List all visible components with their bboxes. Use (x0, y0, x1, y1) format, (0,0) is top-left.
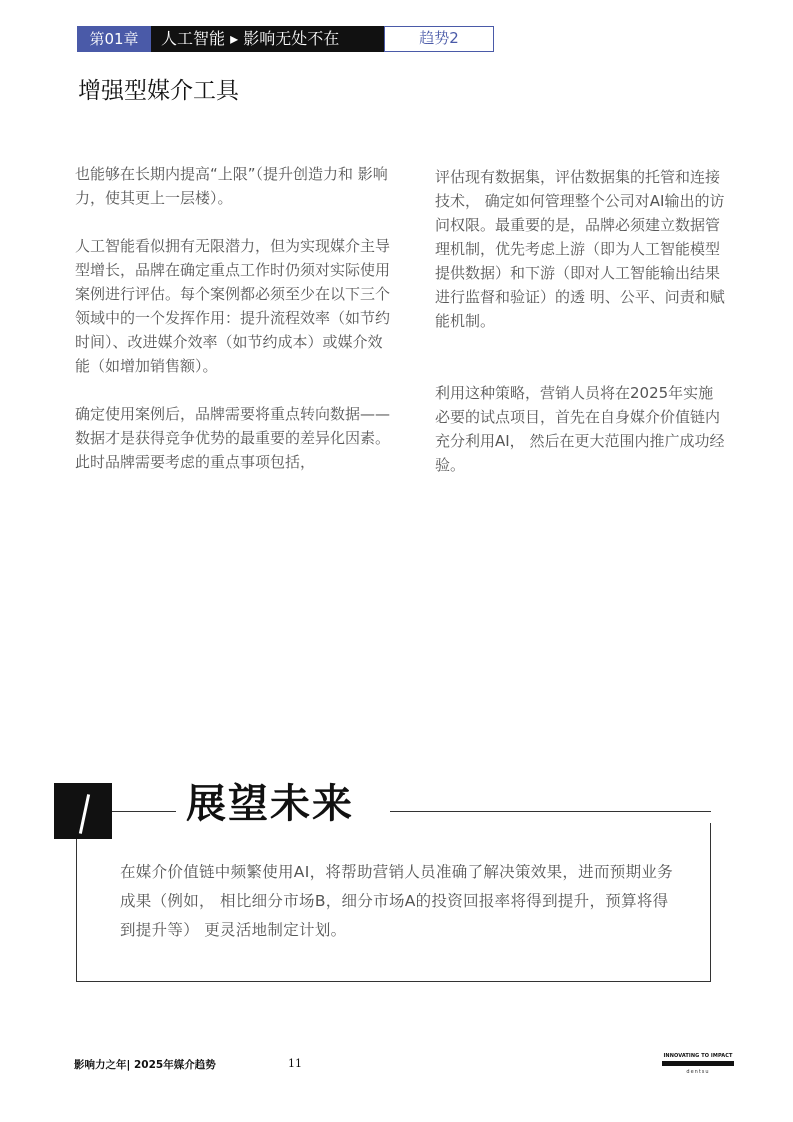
page-number: 11 (288, 1057, 302, 1070)
paragraph: 评估现有数据集，评估数据集的托管和连接技术， 确定如何管理整个公司对AI输出的访问权限。最重要的是，品牌必须建立数据管理机制，优先考虑上游（即为人工智能模型提供数据）和下游（即对人工智能输出结果进行监督和验证）的透 明、公平、问责和赋能机制。 (435, 168, 725, 330)
slash-icon (54, 783, 112, 839)
left-column (75, 162, 397, 474)
chapter-tag: 第01章 (77, 26, 151, 52)
page-title: 增强型媒介工具 (78, 78, 239, 104)
paragraph: 利用这种策略，营销人员将在2025年实施必要的试点项目，首先在自身媒介价值链内充分利用AI， 然后在更大范围内推广成功经验。 (435, 384, 725, 474)
logo-tagline: INNOVATING TO IMPACT (663, 1053, 733, 1059)
slash-stroke (79, 794, 90, 834)
paragraph: 人工智能看似拥有无限潜力，但为实现媒介主导型增长，品牌在确定重点工作时仍须对实际使用 案例进行评估。每个案例都必须至少在以下三个领域中的一个发挥作用：提升流程效率（如节约时间）、改进媒介效率（如节约成本）或媒介效能（如增加销售额）。 (75, 237, 391, 375)
divider-line (112, 811, 176, 812)
divider-line (390, 811, 711, 812)
logo-bar (662, 1061, 734, 1066)
paragraph: 也能够在长期内提高“上限”（提升创造力和 影响力，使其更上一层楼）。 (75, 165, 388, 207)
outlook-title: 展望未来 (186, 781, 354, 827)
outlook-text: 在媒介价值链中频繁使用AI，将帮助营销人员准确了解决策效果，进而预期业务成果（例如， 相比细分市场B，细分市场A的投资回报率将得到提升，预算将得到提升等） 更灵活地制定计划。 (120, 863, 673, 939)
paragraph: 确定使用案例后，品牌需要将重点转向数据——数据才是获得竞争优势的最重要的差异化因素。此时品牌需要考虑的重点事项包括， (75, 405, 391, 471)
logo-brand: dentsu (686, 1069, 710, 1075)
dentsu-logo (662, 1053, 734, 1075)
chapter-header (77, 26, 494, 52)
chapter-title: 人工智能 ▸ 影响无处不在 (151, 26, 384, 52)
trend-tag: 趋势2 (384, 26, 494, 52)
footer-publication: 影响力之年| 2025年媒介趋势 (74, 1059, 216, 1071)
right-column (435, 165, 727, 477)
